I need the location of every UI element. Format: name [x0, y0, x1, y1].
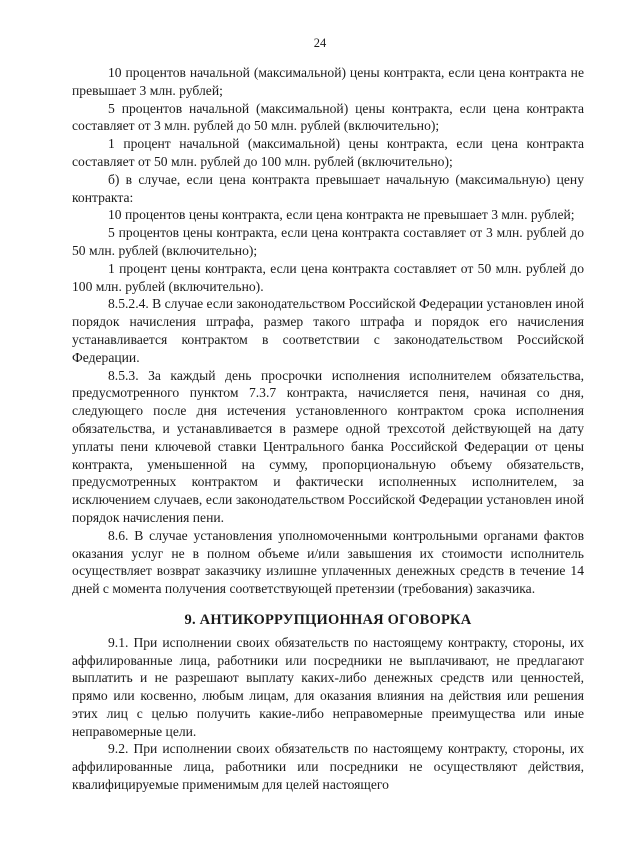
clause-8-5-3: 8.5.3. За каждый день просрочки исполнения исполнителем обязательства, предусмотренного пунктом 7.3.7 контракта, начисляется пеня, начиная со дня, следующего после дня истечения установленного контрактом срока исполнения обязательства, и устанавливается в размере одной трехсотой действующей на дату уплаты пени ключевой ставки Центрального банка Российской Федерации от цены контракта, уменьшенной на сумму, пропорциональную объему обязательств, предусмотренных контрактом и фактически исполненных исполнителем, за исключением случаев, если законодательством Российской Федерации установлен иной порядок начисления пени.	[72, 367, 584, 525]
paragraph-penalty-5-percent-price: 5 процентов цены контракта, если цена контракта составляет от 3 млн. рублей до 50 млн. рублей (включительно);	[72, 225, 584, 258]
clause-8-6: 8.6. В случае установления уполномоченными контрольными органами фактов оказания услуг не в полном объеме и/или завышения их стоимости исполнитель осуществляет возврат заказчику излишне уплаченных денежных средств в течение 14 дней с момента получения соответствующей претензии (требования) заказчика.	[72, 527, 584, 597]
page-number: 24	[313, 36, 327, 50]
document-body	[72, 64, 584, 794]
paragraph-penalty-1-percent-initial: 1 процент начальной (максимальной) цены контракта, если цена контракта составляет от 50 млн. рублей до 100 млн. рублей (включительно);	[72, 136, 584, 169]
paragraph-penalty-5-percent-initial: 5 процентов начальной (максимальной) цены контракта, если цена контракта составляет от 3 млн. рублей до 50 млн. рублей (включительно);	[72, 100, 584, 134]
paragraph-penalty-10-percent-price: 10 процентов цены контракта, если цена контракта не превышает 3 млн. рублей;	[108, 207, 575, 223]
clause-9-2: 9.2. При исполнении своих обязательств по настоящему контракту, стороны, их аффилированные лица, работники или посредники не осуществляют действия, квалифицируемые применимым для целей настоящего	[72, 741, 584, 793]
paragraph-penalty-10-percent-initial: 10 процентов начальной (максимальной) цены контракта, если цена контракта не превышает 3 млн. рублей;	[72, 65, 584, 98]
section-heading: 9. АНТИКОРРУПЦИОННАЯ ОГОВОРКА	[184, 611, 472, 628]
paragraph-penalty-1-percent-price: 1 процент цены контракта, если цена контракта составляет от 50 млн. рублей до 100 млн. рублей (включительно).	[72, 260, 584, 294]
clause-8-5-2-4: 8.5.2.4. В случае если законодательством Российской Федерации установлен иной порядок начисления штрафа, размер такого штрафа и порядок его начисления устанавливается контрактом в соответствии с законодательством Российской Федерации.	[72, 296, 584, 365]
clause-9-1: 9.1. При исполнении своих обязательств по настоящему контракту, стороны, их аффилированные лица, работники или посредники не выплачивают, не предлагают выплатить и не разрешают выплату каких-либо денежных средств или ценностей, прямо или косвенно, любым лицам, для оказания влияния на действия или решения этих лиц с целью получить какие-либо неправомерные преимущества или иные неправомерные цели.	[72, 634, 584, 739]
paragraph-case-b: б) в случае, если цена контракта превышает начальную (максимальную) цену контракта:	[72, 171, 584, 205]
